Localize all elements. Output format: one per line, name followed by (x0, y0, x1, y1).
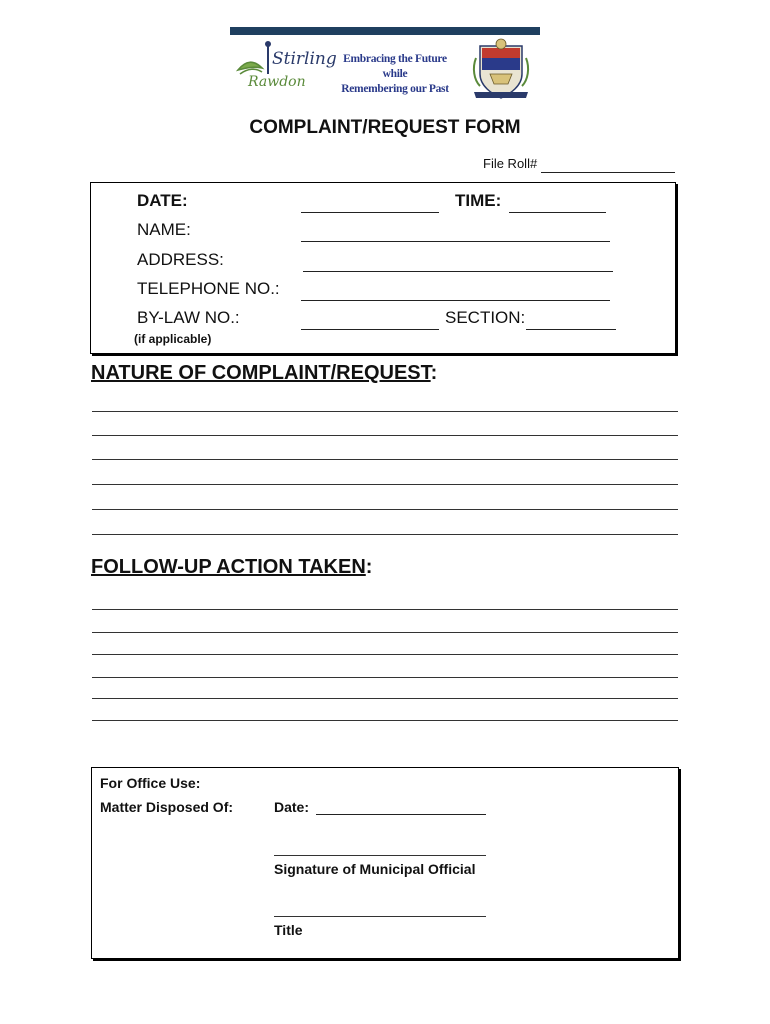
logo-text-top: Stirling (272, 49, 337, 69)
title-line[interactable] (274, 916, 486, 917)
signature-line[interactable] (274, 855, 486, 856)
telephone-label: TELEPHONE NO.: (137, 279, 280, 298)
followup-heading-colon: : (365, 556, 373, 578)
tagline (330, 52, 460, 97)
followup-line-6[interactable] (92, 720, 678, 721)
complaint-line-6[interactable] (92, 534, 678, 535)
date-field[interactable] (301, 194, 439, 213)
followup-line-1[interactable] (92, 609, 678, 610)
nature-heading-text: NATURE OF COMPLAINT/REQUEST (91, 362, 431, 384)
matter-disposed-label: Matter Disposed Of: (100, 799, 234, 815)
signature-label: Signature of Municipal Official (274, 861, 476, 877)
followup-line-4[interactable] (92, 677, 678, 678)
nature-heading-colon: : (430, 362, 438, 384)
section-field[interactable] (526, 311, 616, 330)
complaint-line-3[interactable] (92, 459, 678, 460)
header-bar (230, 27, 540, 35)
address-field[interactable] (303, 253, 613, 272)
name-label: NAME: (137, 220, 191, 239)
nature-heading (91, 362, 437, 385)
complaint-line-1[interactable] (92, 411, 678, 412)
time-label: TIME: (455, 191, 502, 210)
complaint-line-4[interactable] (92, 484, 678, 485)
followup-heading (91, 556, 372, 579)
time-field[interactable] (509, 194, 606, 213)
telephone-field[interactable] (301, 282, 610, 301)
file-roll-label: File Roll# (483, 156, 538, 171)
followup-line-2[interactable] (92, 632, 678, 633)
municipal-crest (470, 38, 532, 102)
date-label: DATE: (137, 191, 188, 210)
stirling-rawdon-logo (232, 38, 337, 96)
bylaw-label: BY-LAW NO.: (137, 308, 240, 327)
followup-line-5[interactable] (92, 698, 678, 699)
bylaw-field[interactable] (301, 311, 439, 330)
followup-heading-text: FOLLOW-UP ACTION TAKEN (91, 556, 366, 578)
if-applicable-note: (if applicable) (134, 332, 212, 346)
office-use-label: For Office Use: (100, 775, 201, 791)
tagline-line1: Embracing the Future while (343, 53, 447, 80)
complaint-line-2[interactable] (92, 435, 678, 436)
file-roll-field[interactable] (541, 158, 675, 173)
address-label: ADDRESS: (137, 250, 224, 269)
followup-line-3[interactable] (92, 654, 678, 655)
office-date-field[interactable] (316, 800, 486, 815)
complaint-line-5[interactable] (92, 509, 678, 510)
office-date-label: Date: (274, 799, 310, 815)
logo-text-bottom: Rawdon (248, 74, 306, 90)
tagline-line2: Remembering our Past (341, 83, 449, 95)
title-label: Title (274, 922, 303, 938)
form-title: COMPLAINT/REQUEST FORM (249, 117, 521, 138)
section-label: SECTION: (445, 308, 526, 327)
name-field[interactable] (301, 223, 610, 242)
